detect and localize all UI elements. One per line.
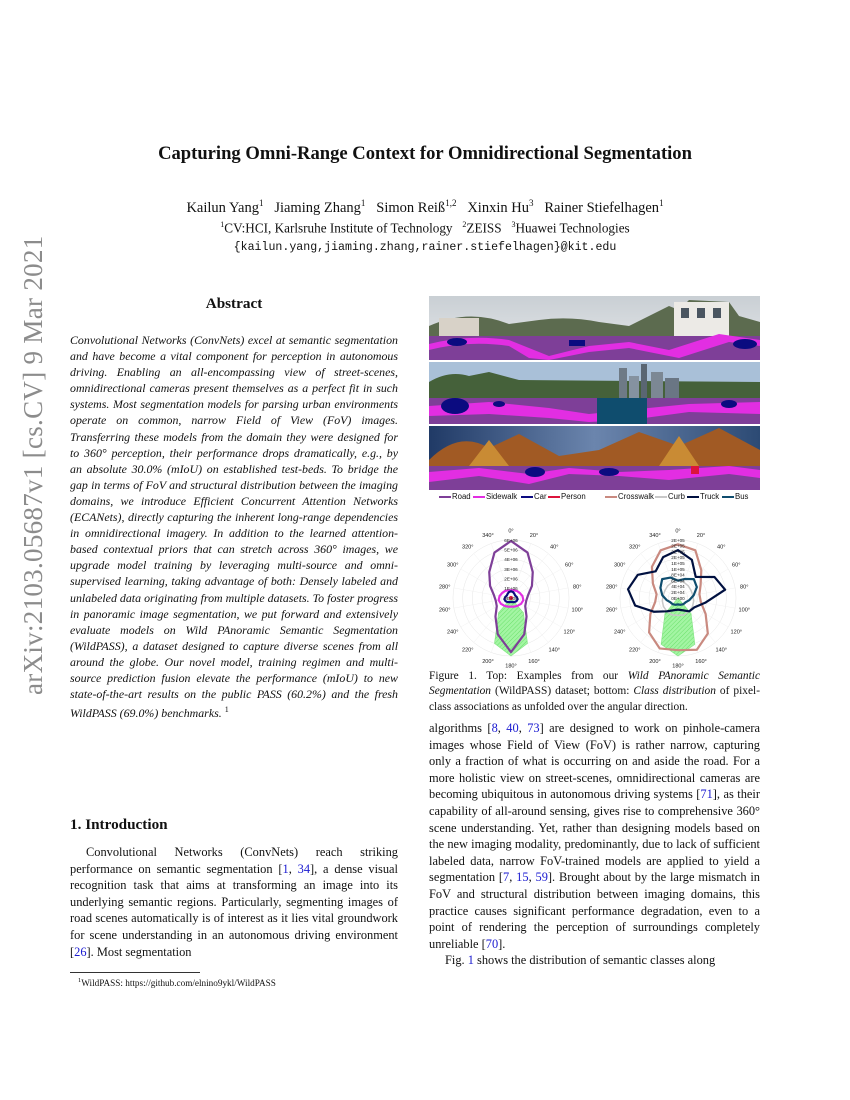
author-list [0,198,850,217]
radar-angle-label: 240° [446,629,459,636]
radar-chart-left [429,518,594,670]
radar-tick-label: 6E+06 [504,537,518,543]
arxiv-sidebar [14,235,64,700]
radar-chart-right [596,518,761,670]
radar-angle-label: 100° [738,607,751,614]
footnote [78,977,276,988]
intro-paragraph: Convolutional Networks (ConvNets) reach striking performance on semantic segmentation [1, 34], a dense visual recognition task that aims at transforming an image into its underlying semantic regions. Particularly, segmenting images of road scenes automatically is of interest as it lies vital groundwork for scene understanding in an autonomous driving environment [26]. Most segmentation [70,845,398,959]
radar-angle-label: 180° [505,663,517,670]
legend-item [687,492,719,501]
citation-link[interactable]: 1 [282,861,289,876]
radar-angle-label: 20° [529,532,539,539]
citation-link[interactable]: 70 [485,936,499,951]
citation-link[interactable]: 8 [491,721,498,735]
citation-link[interactable]: 71 [700,787,713,802]
footnote-number: 1 [78,977,82,984]
legend-label: Bus [735,492,749,501]
radar-angle-label: 140° [715,647,728,654]
radar-angle-label: 260° [438,607,451,614]
radar-tick-label: 1E+05 [671,561,685,566]
citation-link[interactable]: 26 [74,944,87,959]
radar-svg [429,518,594,670]
radar-tick-label: 1E+05 [671,566,685,572]
citation-link[interactable]: 40 [506,721,519,735]
legend-item [473,492,517,501]
body-text: ], as their capability of all-around sensing, gives rise to comprehensive 360° scene understanding. Yet, rather than designing models based on the new imaging modality, predominantly, due to lack of sufficient labeled data, narrow FoV-trained models are applied to yield a segmentation [ [429,787,760,885]
radar-angle-label: 200° [482,659,494,666]
footnote-rule [70,972,200,973]
panorama-image-1 [429,296,760,360]
radar-angle-label: 260° [605,607,618,614]
radar-tick-label: 0E+00 [671,595,685,601]
affil-mark: 1 [220,220,225,229]
abstract-body [70,332,398,721]
radar-tick-label: 0E+00 [504,595,518,601]
author-name: Xinxin Hu [467,199,529,216]
caption-text: (WildPASS) dataset; bottom: [491,685,634,698]
radar-angle-label: 140° [548,647,561,654]
radar-angle-label: 280° [438,584,451,591]
radar-tick-label: 2E+05 [671,537,685,543]
legend-swatch [605,496,617,498]
abstract-text: Convolutional Networks (ConvNets) excel at semantic segmentation and have become a vital component for perception in autonomous driving. Enabling an all-encompassing view of street-scenes, omnidirectional cameras present themselves as a perfect fit in such systems. Most segmentation models for parsing urban environments operate on common, narrow Field of View (FoV) images. Transferring these models from the domain they were designed for to 360° perception, their performance drops dramatically, e.g., by an absolute 30.0% (mIoU) on established test-beds. To bridge the gap in terms of FoV and structural distribution between the imaging domains, we introduce Efficient Concurrent Attention Networks (ECANets), directly capturing the inherent long-range dependencies in omnidirectional imagery. In addition to the learned attention-based contextual priors that can stretch across 360° images, we upgrade model training by leveraging multi-source and omni-supervised learning, taking advantage of both: Densely labeled and unlabeled data originating from multiple datasets. To foster progress in panoramic image segmentation, we put forward and extensively evaluate models on Wild PAnoramic Semantic Segmentation (WildPASS), a dataset designed to capture diverse scenes from all around the globe. Our novel model, training regimen and multi-source prediction fusion elevate the performance (mIoU) to new state-of-the-art results on the public PASS (60.2%) and the fresh WildPASS (69.0%) benchmarks. [70,333,398,721]
footnote-text[interactable]: WildPASS: https://github.com/elnino9ykl/WildPASS [81,978,276,989]
radar-angle-label: 220° [628,647,641,654]
radar-tick-label: 2E+05 [671,543,685,549]
legend-swatch [655,496,667,498]
radar-angle-label: 120° [563,629,576,636]
radar-tick-label: 2E+06 [504,576,518,582]
radar-angle-label: 100° [571,607,584,614]
radar-angle-label: 120° [730,629,743,636]
panorama-image-3 [429,426,760,490]
caption-text: Class distribution [633,685,716,698]
caption-text: Wild PAnoramic Semantic Segmentation [429,670,760,698]
panorama-image-2 [429,362,760,424]
radar-tick-label: 1E+06 [504,586,518,592]
legend-label: Car [534,492,547,501]
radar-angle-label: 0° [675,528,681,535]
author-affil-mark: 3 [528,198,534,208]
radar-tick-label: 2E+05 [671,555,685,561]
radar-angle-label: 320° [461,544,474,551]
radar-angle-label: 340° [482,532,494,539]
radar-angle-label: 20° [696,532,706,539]
radar-angle-label: 240° [613,629,626,636]
body-text: ]. [498,936,506,951]
author-emails: {kailun.yang,jiaming.zhang,rainer.stiefelhagen}@kit.edu [233,241,617,254]
body-text: ]. Brought about by the large mismatch in FoV and structural distribution between imaging domains, this practice causes significant performance degradation, even to a point of rendering the perception of surroundings completely unreliable [ [429,870,760,951]
legend-swatch [548,496,560,498]
affiliation: Huawei Technologies [515,220,630,236]
legend-label: Road [452,492,471,501]
author-name: Jiaming Zhang [274,199,361,216]
radar-angle-label: 340° [649,532,661,539]
radar-angle-label: 80° [740,584,749,591]
radar-tick-label: 2E+04 [671,590,685,595]
author-affil-mark: 1,2 [445,198,457,208]
legend-item [655,492,685,501]
intro-text: ]. Most segmentation [86,944,192,959]
radar-tick-label: 2E+05 [671,549,685,555]
radar-angle-label: 40° [550,544,559,551]
legend-label: Sidewalk [486,492,518,501]
radar-tick-label: 4E+06 [504,557,518,563]
legend-item [605,492,654,501]
radar-fill-region [661,595,695,656]
legend-item [722,492,748,501]
intro-text: ], a dense visual recognition task that aims at transforming an image into its underlying semantic regions. Particularly, segmenting images of road scenes automatically is of interest as it lies vital groundwork for scene understanding in an autonomous driving environment [ [70,861,398,959]
legend-label: Person [561,492,586,501]
citation-link[interactable]: 7 [503,870,510,885]
radar-tick-label: 6E+04 [671,578,685,584]
radar-angle-label: 300° [446,562,459,569]
radar-angle-label: 0° [508,528,514,535]
radar-svg [596,518,761,670]
radar-angle-label: 300° [613,562,626,569]
body-text: Fig. [445,953,468,968]
radar-angle-label: 60° [732,562,741,569]
radar-tick-label: 3E+06 [504,566,518,572]
citation-link[interactable]: 59 [535,870,548,885]
radar-angle-label: 80° [573,584,582,591]
intro-text: Convolutional Networks (ConvNets) reach striking performance on semantic segmentation [ [70,845,398,876]
legend-swatch [473,496,485,498]
intro-paragraph-continued: algorithms [8, 40, 73] are designed to work on pinhole-camera images whose Field of View (FoV) is rather narrow, capturing only a fraction of what is occurring on and aside the road. For a more holistic view on street-scenes, omnidirectional cameras are becoming ubiquitous in autonomous driving systems [71], as their capability of all-around sensing, gives rise to comprehensive 360° scene understanding. Yet, rather than designing models based on the new imaging modality, predominantly, due to lack of sufficient labeled data, narrow FoV-trained models are applied to yield a segmentation [7, 15, 59]. Brought about by the large mismatch in FoV and structural distribution between imaging domains, this practice causes significant performance degradation, even to a point of rendering the perception of surroundings completely unreliable [70]. Fig. 1 shows the distribution of semantic classes along [429,721,760,968]
chart-legend [429,492,760,506]
affil-mark: 3 [511,220,516,229]
paper-title: Capturing Omni-Range Context for Omnidirectional Segmentation [158,143,692,164]
citation-link[interactable]: 73 [527,721,540,735]
radar-tick-label: 5E+06 [504,547,518,553]
radar-angle-label: 180° [672,663,684,670]
affiliations [0,220,850,236]
figure-link[interactable]: 1 [467,953,474,968]
radar-angle-label: 40° [717,544,726,551]
radar-tick-label: 8E+04 [671,572,685,578]
body-text: shows the distribution of semantic classes along [473,953,716,968]
caption-text: of pixel-class associations as unfolded over the angular direction. [429,685,760,713]
radar-angle-label: 320° [628,544,641,551]
legend-item [521,492,547,501]
legend-swatch [521,496,533,498]
author-affil-mark: 1 [258,198,264,208]
author-name: Simon Reiß [376,199,446,216]
radar-angle-label: 160° [695,659,707,666]
legend-label: Crosswalk [618,492,654,501]
arxiv-identifier: arXiv:2103.05687v1 [cs.CV] 9 Mar 2021 [18,235,48,695]
legend-item [548,492,586,501]
legend-swatch [722,496,734,498]
abstract-heading: Abstract [205,295,263,312]
body-text: ] are designed to work on pinhole-camera images whose Field of View (FoV) is rather narrow, capturing only a fraction of what is occurring on and aside the road. For a more holistic view on street-scenes, omnidirectional cameras are becoming ubiquitous in autonomous driving systems [ [429,721,760,802]
radar-angle-label: 160° [528,659,540,666]
author-name: Rainer Stiefelhagen [544,199,660,216]
author-affil-mark: 1 [360,198,366,208]
legend-swatch [687,496,699,498]
figure-caption [429,669,760,715]
legend-label: Curb [668,492,685,501]
legend-label: Truck [700,492,720,501]
legend-item [439,492,471,501]
affiliation: CV:HCI, Karlsruhe Institute of Technology [224,220,453,236]
citation-link[interactable]: 34 [297,861,311,876]
affiliation: ZEISS [466,220,502,236]
citation-link[interactable]: 15 [516,870,529,885]
author-affil-mark: 1 [659,198,664,208]
radar-angle-label: 200° [649,659,661,666]
affil-mark: 2 [462,220,467,229]
section-heading-introduction: 1. Introduction [70,816,168,833]
author-name: Kailun Yang [186,199,259,216]
radar-tick-label: 4E+04 [671,584,685,590]
footnote-mark[interactable]: 1 [224,705,229,715]
legend-swatch [439,496,451,498]
radar-angle-label: 280° [605,584,618,591]
radar-angle-label: 60° [565,562,574,569]
caption-text: Figure 1. Top: Examples from our [429,670,628,682]
radar-angle-label: 220° [461,647,474,654]
body-text: algorithms [ [429,721,492,735]
